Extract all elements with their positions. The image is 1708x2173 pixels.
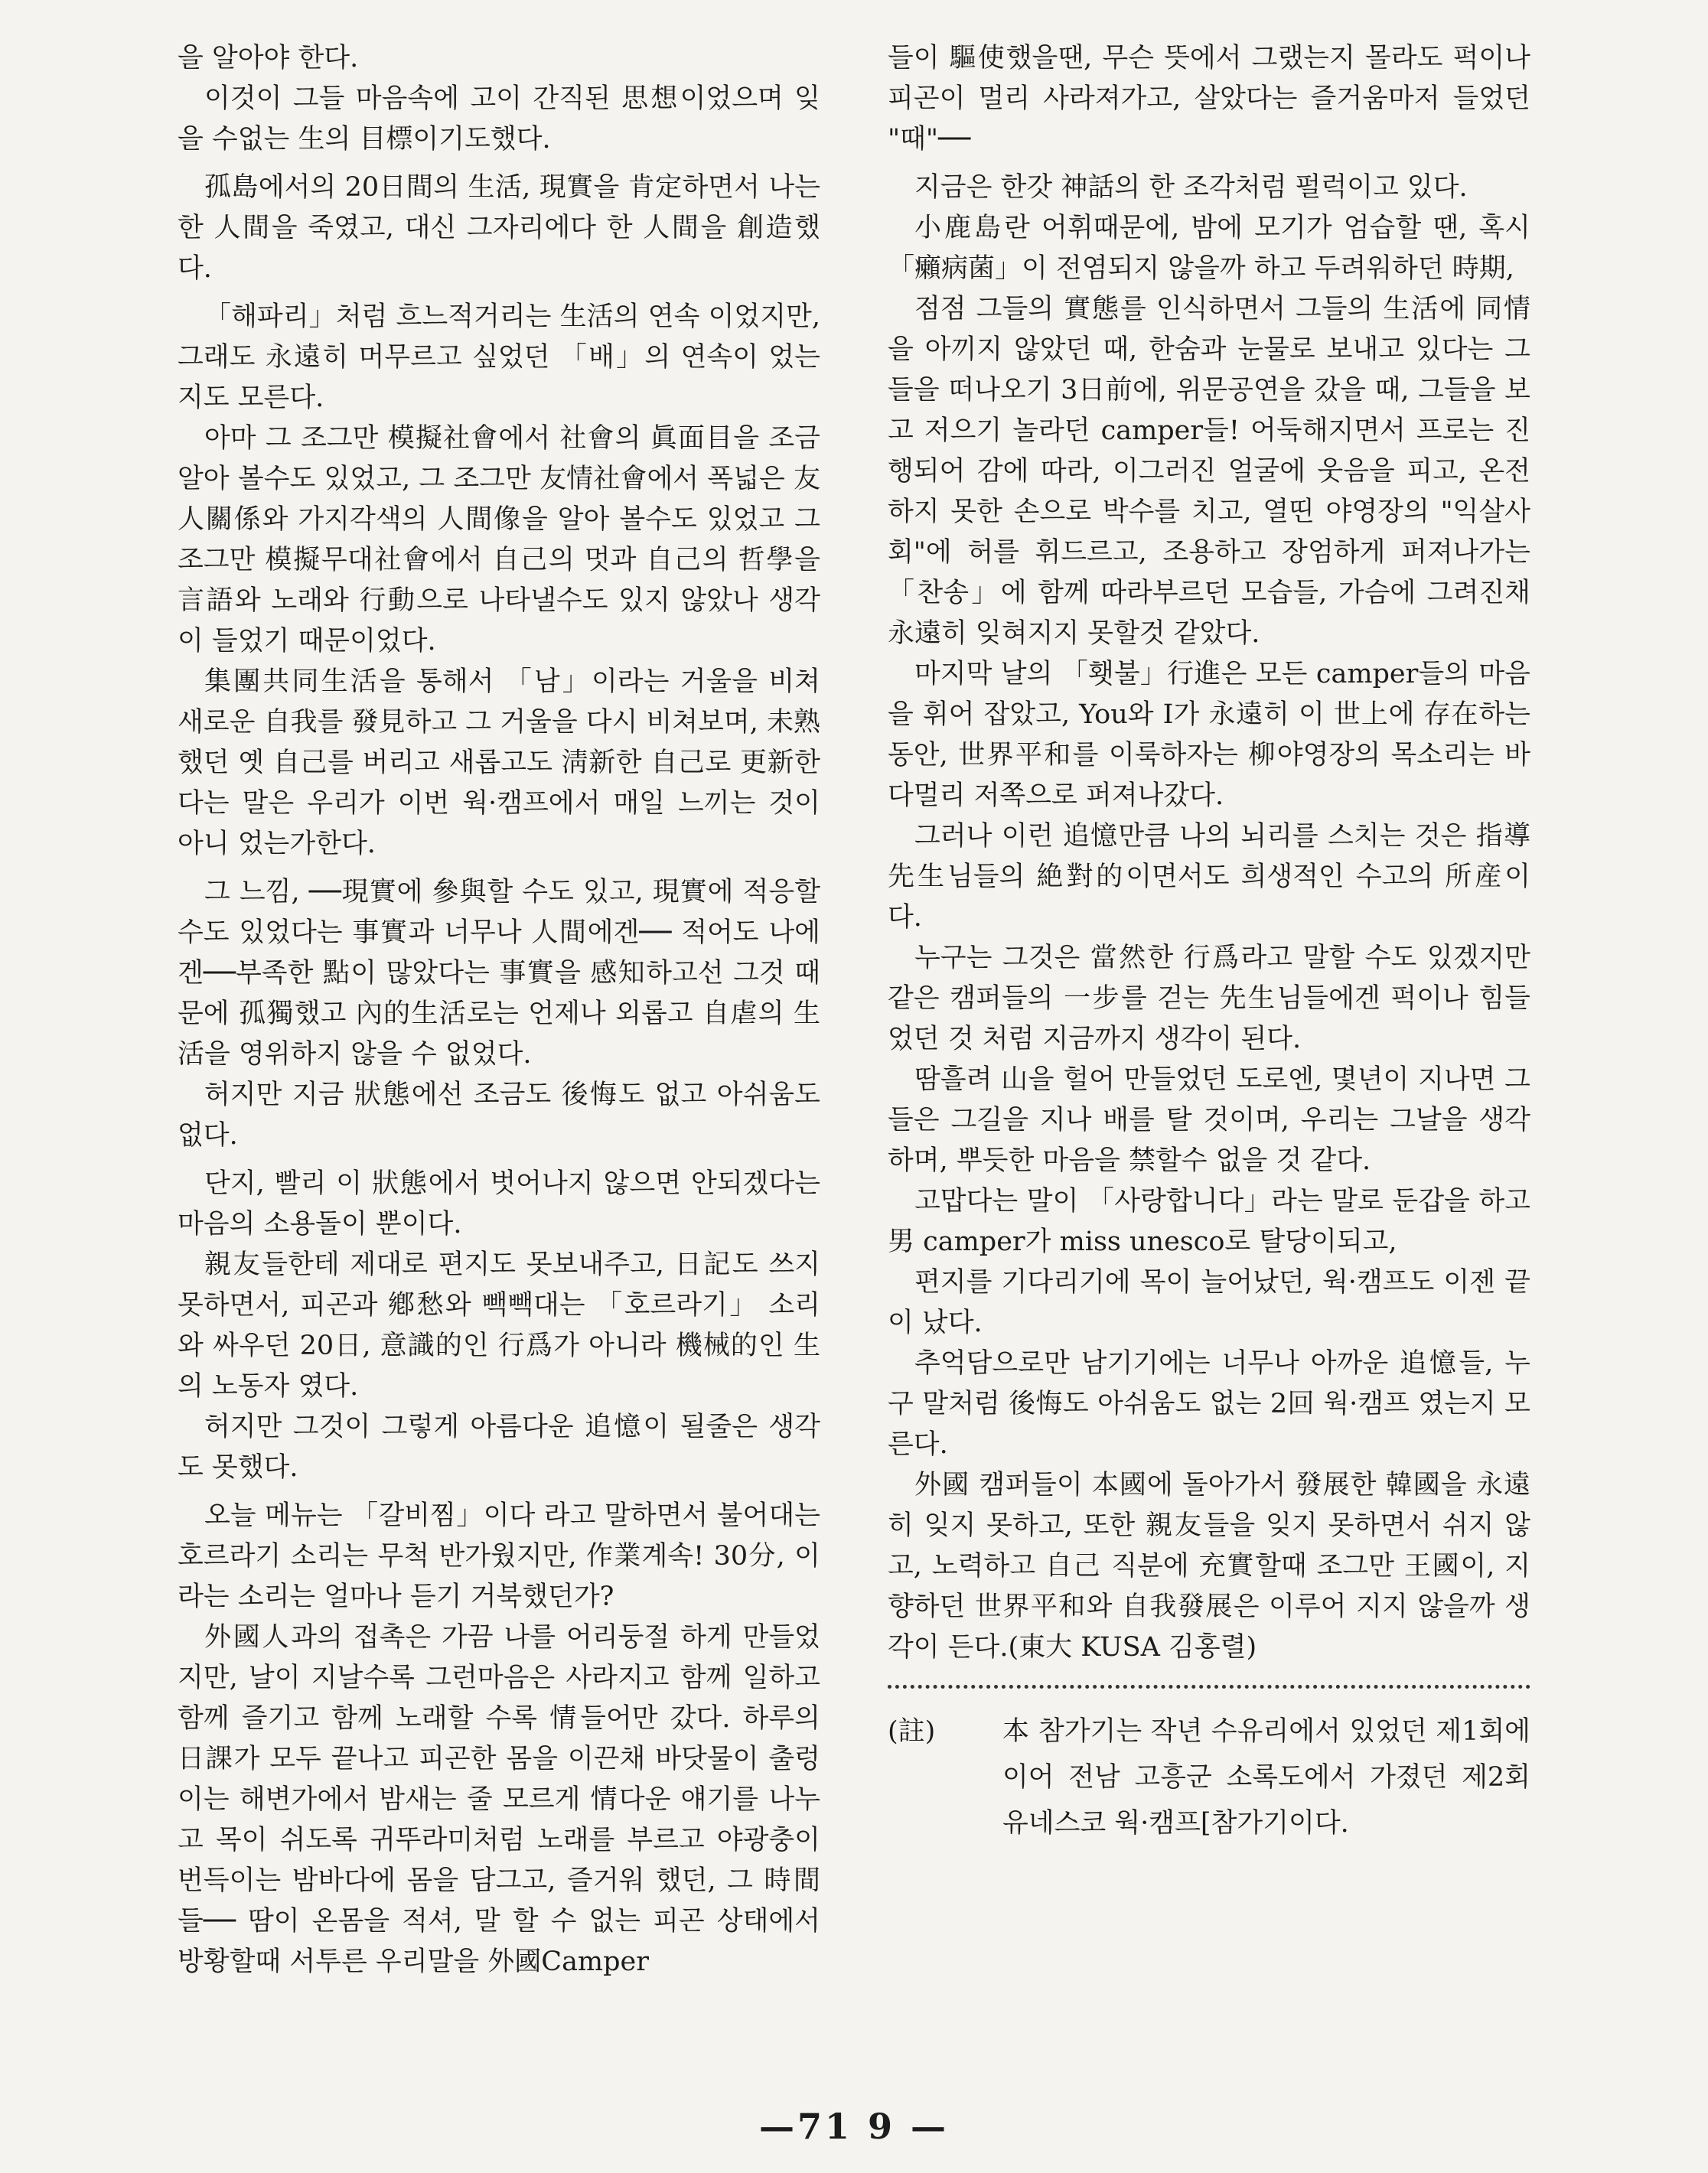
paragraph: 「해파리」처럼 흐느적거리는 生活의 연속 이었지만, 그래도 永遠히 머무르고 싶었던 「배」의 연속이 었는지도 모른다. <box>178 301 820 413</box>
paragraph: 孤島에서의 20日間의 生活, 現實을 肯定하면서 나는 한 人間을 죽였고, 대신 그자리에다 한 人間을 創造했다. <box>178 172 820 284</box>
paragraph: 들이 驅使했을땐, 무슨 뜻에서 그랬는지 몰라도 퍽이나 피곤이 멀리 사라져가고, 살았다는 즐거움마저 들었던 "때"── <box>888 43 1530 155</box>
left-column <box>178 38 820 1982</box>
paragraph: 단지, 빨리 이 狀態에서 벗어나지 않으면 안되겠다는 마음의 소용돌이 뿐이다. <box>178 1168 820 1240</box>
paragraph: 허지만 그것이 그렇게 아름다운 追憶이 될줄은 생각도 못했다. <box>178 1412 820 1483</box>
paragraph: 小鹿島란 어휘때문에, 밤에 모기가 엄습할 땐, 혹시 「癩病菌」이 전염되지 않을까 하고 두려워하던 時期, <box>888 213 1530 284</box>
dotted-divider <box>888 1685 1530 1689</box>
paragraph: 그 느낌, ──現實에 參與할 수도 있고, 現實에 적응할 수도 있었다는 事實과 너무나 人間에겐── 적어도 나에겐──부족한 點이 많았다는 事實을 感知하고선 그것 때문에 孤獨했고 內的生活로는 언제나 외롭고 自虐의 生活을 영위하지 않을 수 없었다. <box>178 877 820 1070</box>
paragraph: 親友들한테 제대로 편지도 못보내주고, 日記도 쓰지 못하면서, 피곤과 鄕愁와 빽빽대는 「호르라기」 소리와 싸우던 20日, 意識的인 行爲가 아니라 機械的인 生의 노동자 였다. <box>178 1249 820 1402</box>
paragraph: 지금은 한갓 神話의 한 조각처럼 펄럭이고 있다. <box>914 172 1468 203</box>
paragraph: 허지만 지금 狀態에선 조금도 後悔도 없고 아쉬움도 없다. <box>178 1080 820 1151</box>
right-column <box>888 38 1530 1846</box>
paragraph: 편지를 기다리기에 목이 늘어났던, 웍·캠프도 이젠 끝이 났다. <box>888 1267 1530 1338</box>
paragraph: 오늘 메뉴는 「갈비찜」이다 라고 말하면서 불어대는 호르라기 소리는 무척 반가웠지만, 作業계속! 30分, 이라는 소리는 얼마나 듣기 거북했던가? <box>178 1500 820 1612</box>
paragraph: 누구는 그것은 當然한 行爲라고 말할 수도 있겠지만 같은 캠퍼들의 一步를 걷는 先生님들에겐 퍽이나 힘들었던 것 처럼 지금까지 생각이 된다. <box>888 943 1530 1054</box>
paragraph: 추억담으로만 남기기에는 너무나 아까운 追憶들, 누구 말처럼 後悔도 아쉬움도 없는 2回 웍·캠프 였는지 모른다. <box>888 1348 1530 1460</box>
paragraph: 고맙다는 말이 「사랑합니다」라는 말로 둔갑을 하고 男 camper가 miss unesco로 탈당이되고, <box>888 1186 1530 1257</box>
paragraph: 땀흘려 山을 헐어 만들었던 도로엔, 몇년이 지나면 그들은 그길을 지나 배를 탈 것이며, 우리는 그날을 생각하며, 뿌듯한 마음을 禁할수 없을 것 같다. <box>888 1064 1530 1176</box>
footnote <box>888 1709 1530 1846</box>
paragraph: 을 알아야 한다. <box>178 43 359 73</box>
paragraph: 점점 그들의 實態를 인식하면서 그들의 生活에 同情을 아끼지 않았던 때, 한숨과 눈물로 보내고 있다는 그들을 떠나오기 3日前에, 위문공연을 갔을 때, 그들을 보고 저으기 놀라던 camper들! 어둑해지면서 프로는 진행되어 감에 따라, 이그러진 얼굴에 웃음을 피고, 온전하지 못한 손으로 박수를 치고, 열띤 야영장의 "익살사회"에 허를 휘드르고, 조용하고 장엄하게 퍼져나가는 「찬송」에 함께 따라부르던 모습들, 가슴에 그려진채 永遠히 잊혀지지 못할것 같았다. <box>888 294 1530 649</box>
paragraph: 外國 캠퍼들이 本國에 돌아가서 發展한 韓國을 永遠히 잊지 못하고, 또한 親友들을 잊지 못하면서 쉬지 않고, 노력하고 自己 직분에 充實할때 조그만 王國이, 지향하던 世界平和와 自我發展은 이루어 지지 않을까 생각이 든다.(東大 KUSA 김홍렬) <box>888 1470 1530 1663</box>
page-number: —71 9 — <box>758 2106 950 2147</box>
footnote-text: 本 참가기는 작년 수유리에서 있었던 제1회에 이어 전남 고흥군 소록도에서 가졌던 제2회 유네스코 웍·캠프[참가기이다. <box>1002 1716 1530 1839</box>
paragraph: 이것이 그들 마음속에 고이 간직된 思想이었으며 잊을 수없는 生의 目標이기도했다. <box>178 83 820 155</box>
footnote-label: (註) <box>888 1716 936 1747</box>
paragraph: 마지막 날의 「횃불」行進은 모든 camper들의 마음을 휘어 잡았고, You와 I가 永遠히 이 世上에 存在하는 동안, 世界平和를 이룩하자는 柳야영장의 목소리는 바다멀리 저쪽으로 퍼져나갔다. <box>888 659 1530 811</box>
paragraph: 集團共同生活을 통해서 「남」이라는 거울을 비쳐 새로운 自我를 發見하고 그 거울을 다시 비쳐보며, 未熟했던 옛 自己를 버리고 새롭고도 淸新한 自己로 更新한다는 말은 우리가 이번 웍·캠프에서 매일 느끼는 것이 아니 었는가한다. <box>178 666 820 859</box>
paragraph: 그러나 이런 追憶만큼 나의 뇌리를 스치는 것은 指導先生님들의 絶對的이면서도 희생적인 수고의 所産이다. <box>888 821 1530 933</box>
paragraph: 아마 그 조그만 模擬社會에서 社會의 眞面目을 조금 알아 볼수도 있었고, 그 조그만 友情社會에서 폭넓은 友人關係와 가지각색의 人間像을 알아 볼수도 있었고 그 조그만 模擬무대社會에서 自己의 멋과 自己의 哲學을 言語와 노래와 行動으로 나타낼수도 있지 않았나 생각이 들었기 때문이었다. <box>178 423 820 656</box>
paragraph: 外國人과의 접촉은 가끔 나를 어리둥절 하게 만들었지만, 날이 지날수록 그런마음은 사라지고 함께 일하고 함께 즐기고 함께 노래할 수록 情들어만 갔다. 하루의 日課가 모두 끝나고 피곤한 몸을 이끈채 바닷물이 출렁이는 해변가에서 밤새는 줄 모르게 情다운 얘기를 나누고 목이 쉬도록 귀뚜라미처럼 노래를 부르고 야광충이 번득이는 밤바다에 몸을 담그고, 즐거워 했던, 그 時間들── 땀이 온몸을 적셔, 말 할 수 없는 피곤 상태에서 방황할때 서투른 우리말을 外國Camper <box>178 1622 820 1977</box>
